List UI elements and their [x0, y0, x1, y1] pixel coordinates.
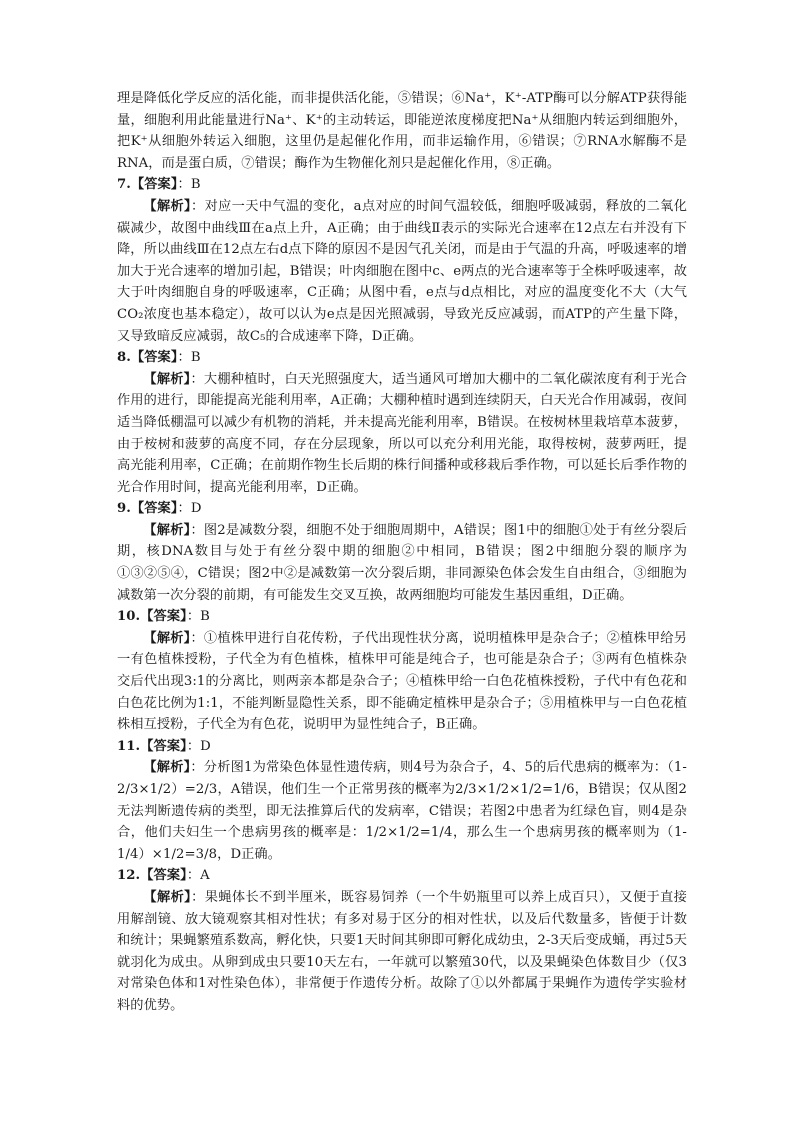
- answer-line: [117, 606, 687, 628]
- analysis-paragraph: [117, 196, 687, 347]
- answer-value: ：D: [186, 738, 211, 754]
- answer-value: ：A: [186, 868, 210, 884]
- analysis-text: ：①植株甲进行自花传粉，子代出现性状分离，说明植株甲是杂合子；②植株甲给另一有色植株授粉，子代全为有色植株，植株甲可能是纯合子，也可能是杂合子；③两有色植株杂交后代出现3:1的分离比，则两亲本都是杂合子；④植株甲给一白色花植株授粉，子代中有色花和白色花比例为1:1，不能判断显隐性关系，即不能确定植株甲是杂合子；⑤用植株甲与一白色花植株相互授粉，子代全为有色花，说明甲为显性纯合子，B正确。: [117, 630, 687, 733]
- answer-value: ：B: [177, 177, 201, 193]
- question-number: 11.: [117, 738, 141, 754]
- answer-line: [117, 865, 687, 887]
- analysis-paragraph: [117, 520, 687, 606]
- analysis-label: 【解析】: [143, 371, 191, 387]
- answer-line: [117, 347, 687, 369]
- analysis-text: ：分析图1为常染色体显性遗传病，则4号为杂合子，4、5的后代患病的概率为：（1-2/3×1/2）=2/3，A错误，他们生一个正常男孩的概率为2/3×1/2×1/2=1/6，B错误；仅从图2无法判断遗传病的类型，即无法推算后代的发病率，C错误；若图2中患者为红绿色盲，则4是杂合，他们夫妇生一个患病男孩的概率是：1/2×1/2=1/4，那么生一个患病男孩的概率则为（1-1/4）×1/2=3/8，D正确。: [117, 760, 687, 862]
- answer-label: 【答案】: [140, 609, 187, 625]
- answer-label: 【答案】: [140, 868, 187, 884]
- analysis-label: 【解析】: [143, 198, 192, 214]
- question-number: 7.: [117, 177, 131, 193]
- analysis-label: 【解析】: [143, 760, 191, 776]
- answer-line: [117, 736, 687, 758]
- analysis-text: ：对应一天中气温的变化，a点对应的时间气温较低，细胞呼吸减弱，释放的二氧化碳减少，故图中曲线Ⅲ在a点上升，A正确；由于曲线Ⅱ表示的实际光合速率在12点左右并没有下降，所以曲线Ⅲ在12点左右d点下降的原因不是因气孔关闭，而是由于气温的升高，呼吸速率的增加大于光合速率的增加引起，B错误；叶肉细胞在图中c、e两点的光合速率等于全株呼吸速率，故大于叶肉细胞自身的呼吸速率，C正确；从图中看，e点与d点相比，对应的温度变化不大（大气CO₂浓度也基本稳定），故可以认为e点是因光照减弱，导致光反应减弱，而ATP的产生量下降，又导致暗反应减弱，故C₅的合成速率下降，D正确。: [117, 198, 687, 344]
- answer-label: 【答案】: [130, 177, 178, 193]
- analysis-text: ：图2是减数分裂，细胞不处于细胞周期中，A错误；图1中的细胞①处于有丝分裂后期，核DNA数目与处于有丝分裂中期的细胞②中相同，B错误；图2中细胞分裂的顺序为①③②⑤④，C错误；图2中②是减数第一次分裂后期，非同源染色体会发生自由组合，③细胞为减数第一次分裂的前期，有可能发生交叉互换，故两细胞均可能发生基因重组，D正确。: [117, 522, 687, 603]
- answer-value: ：B: [186, 609, 210, 625]
- question-number: 10.: [117, 609, 141, 625]
- analysis-paragraph: [117, 628, 687, 736]
- answer-label: 【答案】: [130, 350, 178, 366]
- answer-block-10: [117, 606, 687, 736]
- intro-paragraph: 理是降低化学反应的活化能，而非提供活化能，⑤错误；⑥Na⁺，K⁺-ATP酶可以分解ATP获得能量，细胞利用此能量进行Na⁺、K⁺的主动转运，即能逆浓度梯度把Na⁺从细胞内转运到细胞外，把K⁺从细胞外转运入细胞，这里仍是起催化作用，而非运输作用，⑥错误；⑦RNA水解酶不是RNA，而是蛋白质，⑦错误；酶作为生物催化剂只是起催化作用，⑧正确。: [117, 91, 687, 171]
- answer-value: ：B: [177, 350, 201, 366]
- analysis-label: 【解析】: [143, 889, 192, 905]
- answer-label: 【答案】: [130, 501, 178, 517]
- answer-line: [117, 174, 687, 196]
- answer-block-11: [117, 736, 687, 866]
- analysis-paragraph: [117, 887, 687, 1017]
- analysis-paragraph: [117, 757, 687, 865]
- question-number: 12.: [117, 868, 141, 884]
- answer-block-8: [117, 347, 687, 498]
- analysis-text: ：果蝇体长不到半厘米，既容易饲养（一个牛奶瓶里可以养上成百只），又便于直接用解剖镜、放大镜观察其相对性状；有多对易于区分的相对性状，以及后代数量多，皆便于计数和统计；果蝇繁殖系数高，孵化快，只要1天时间其卵即可孵化成幼虫，2-3天后变成蛹，再过5天就羽化为成虫。从卵到成虫只要10天左右，一年就可以繁殖30代，以及果蝇染色体数目少（仅3对常染色体和1对性染色体），非常便于作遗传分析。故除了①以外都属于果蝇作为遗传学实验材料的优势。: [117, 889, 688, 1013]
- analysis-label: 【解析】: [143, 630, 191, 646]
- answer-block-9: [117, 498, 687, 606]
- question-number: 9.: [117, 501, 131, 517]
- answer-label: 【答案】: [140, 738, 187, 754]
- answer-block-12: [117, 865, 687, 1016]
- analysis-label: 【解析】: [143, 522, 191, 538]
- answer-block-7: [117, 174, 687, 347]
- page-content: [117, 88, 687, 1017]
- answer-value: ：D: [177, 501, 202, 517]
- answer-line: [117, 498, 687, 520]
- analysis-text: ：大棚种植时，白天光照强度大，适当通风可增加大棚中的二氧化碳浓度有利于光合作用的进行，即能提高光能利用率，A正确；大棚种植时遇到连续阴天，白天光合作用减弱，夜间适当降低棚温可以减少有机物的消耗，并未提高光能利用率，B错误。在桉树林里栽培草本菠萝，由于桉树和菠萝的高度不同，存在分层现象，所以可以充分利用光能，取得桉树，菠萝两旺，提高光能利用率，C正确；在前期作物生长后期的株行间播种或移栽后季作物，可以延长后季作物的光合作用时间，提高光能利用率，D正确。: [117, 371, 687, 495]
- analysis-paragraph: [117, 369, 687, 499]
- question-number: 8.: [117, 350, 131, 366]
